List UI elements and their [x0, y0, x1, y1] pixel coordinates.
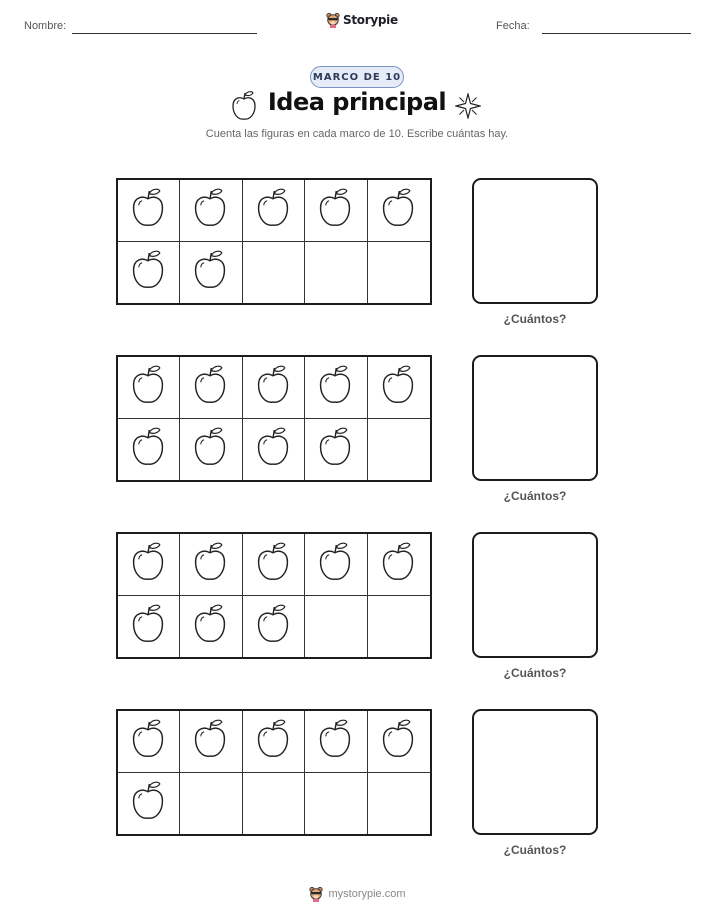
instructions: Cuenta las figuras en cada marco de 10. Escribe cuántas hay. [205, 128, 509, 140]
ten-frame-cell [180, 242, 242, 304]
answer-prompt: ¿Cuántos? [503, 843, 567, 857]
footer [0, 886, 714, 902]
ten-frame-cell [305, 596, 367, 658]
date-label: Fecha: [496, 20, 530, 32]
ten-frame-cell [180, 773, 242, 835]
ten-frame-cell [368, 242, 430, 304]
brand-logo [326, 12, 398, 28]
ten-frame [116, 355, 432, 482]
ten-frame-cell [368, 773, 430, 835]
ten-frame-cell [368, 711, 430, 773]
ten-frame-cell [305, 180, 367, 242]
ten-frame-cell [305, 773, 367, 835]
footer-url: mystorypie.com [328, 888, 406, 900]
answer-box[interactable] [472, 709, 598, 835]
answer-box[interactable] [472, 355, 598, 481]
ten-frame-cell [180, 419, 242, 481]
sparkle-star-icon [455, 93, 481, 124]
category-badge: MARCO DE 10 [310, 66, 404, 88]
date-field[interactable] [542, 33, 691, 34]
ten-frame-cell [180, 534, 242, 596]
answer-box[interactable] [472, 532, 598, 658]
ten-frame-cell [243, 242, 305, 304]
ten-frame-cell [243, 419, 305, 481]
ten-frame-cell [368, 596, 430, 658]
ten-frame-cell [305, 242, 367, 304]
ten-frame-cell [368, 357, 430, 419]
ten-frame-cell [180, 180, 242, 242]
name-field[interactable] [72, 33, 257, 34]
answer-prompt: ¿Cuántos? [503, 489, 567, 503]
bear-mascot-icon [326, 12, 340, 28]
ten-frame-cell [305, 534, 367, 596]
ten-frame-cell [368, 534, 430, 596]
ten-frame-cell [243, 711, 305, 773]
ten-frame-cell [118, 180, 180, 242]
ten-frame-cell [368, 419, 430, 481]
ten-frame-cell [118, 242, 180, 304]
answer-prompt: ¿Cuántos? [503, 666, 567, 680]
ten-frame [116, 178, 432, 305]
ten-frame-cell [368, 180, 430, 242]
ten-frame-cell [243, 773, 305, 835]
ten-frame-cell [118, 534, 180, 596]
page-title: Idea principal [267, 88, 447, 116]
ten-frame-cell [243, 596, 305, 658]
ten-frame-cell [118, 357, 180, 419]
ten-frame-cell [243, 534, 305, 596]
ten-frame-cell [118, 419, 180, 481]
ten-frame [116, 709, 432, 836]
ten-frame-cell [118, 711, 180, 773]
ten-frame-cell [118, 596, 180, 658]
ten-frame [116, 532, 432, 659]
name-label: Nombre: [24, 20, 67, 32]
answer-box[interactable] [472, 178, 598, 304]
ten-frame-cell [180, 711, 242, 773]
answer-prompt: ¿Cuántos? [503, 312, 567, 326]
ten-frame-cell [118, 773, 180, 835]
ten-frame-cell [243, 357, 305, 419]
brand-name: Storypie [343, 13, 398, 27]
bear-mascot-icon [308, 886, 324, 902]
ten-frame-cell [305, 711, 367, 773]
ten-frame-cell [305, 419, 367, 481]
ten-frame-cell [305, 357, 367, 419]
ten-frame-cell [243, 180, 305, 242]
ten-frame-cell [180, 596, 242, 658]
ten-frame-cell [180, 357, 242, 419]
